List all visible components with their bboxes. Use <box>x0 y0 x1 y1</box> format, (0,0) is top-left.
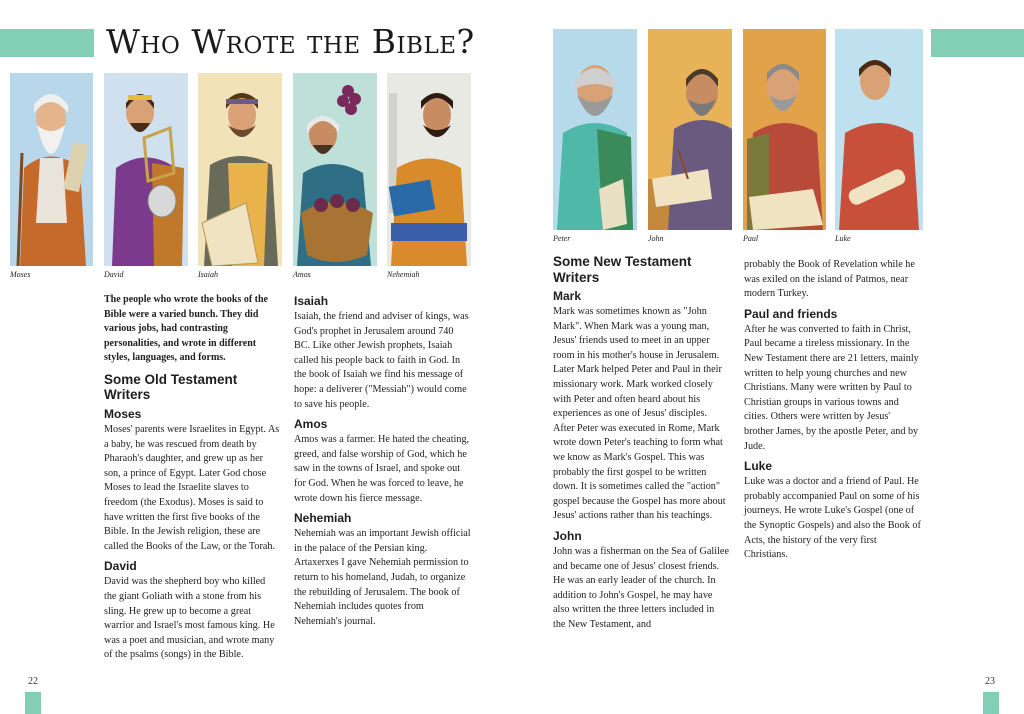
left-bottom-accent-band <box>25 692 41 714</box>
caption-david: David <box>104 270 124 279</box>
david-portrait <box>104 73 188 266</box>
intro-paragraph: The people who wrote the books of the Bible were a varied bunch. They did various jobs, had contrasting personalities, and wrote in different styles, languages, and forms. <box>104 294 268 364</box>
caption-john: John <box>648 234 664 243</box>
left-column-1 <box>104 293 280 663</box>
moses-heading: Moses <box>104 406 142 421</box>
nehemiah-text: Nehemiah was an important Jewish official in the palace of the Persian king. Artaxerxes I gave Nehemiah permission to return to his homeland, Judah, to organize the rebuilding of Jerusalem. The book of Nehemiah includes quotes from Nehemiah's journal. <box>294 528 471 627</box>
page-title: Who Wrote the Bible? <box>106 22 475 61</box>
right-column-2 <box>744 258 922 563</box>
moses-text: Moses' parents were Israelites in Egypt. As a baby, he was rescued from death by Pharaoh's daughter, and grew up as her son, a prince of Egypt. Later God chose Moses to lead the Israelite slaves to freedom (the Exodus). Moses is said to have written the first five books of the Bible. In the Jewish religion, these are called the Books of the Law, or the Torah. <box>104 423 280 552</box>
luke-portrait <box>835 29 923 230</box>
mark-text: Mark was sometimes known as "John Mark". When Mark was a young man, Jesus' friends used to meet in an upper room in his mother's house in Jerusalem. Later Mark helped Peter and Paul in their missionary work. Mark worked closely with Peter and often heard about his experiences as one of Jesus' disciples. After Peter was executed in Rome, Mark wrote down Peter's teaching to form what we know as Mark's Gospel. This was probably the first gospel to be written down. It is sometimes called the "action" gospel because the Gospel has more about Jesus' actions rather than his teachings. <box>553 306 726 522</box>
nehemiah-portrait <box>387 73 471 266</box>
amos-text: Amos was a farmer. He hated the cheating, greed, and false worship of God, which he saw in the towns of Israel, and spoke out for God. When he was forced to leave, he wrote down his fierce message. <box>294 434 470 504</box>
new-testament-heading: Some New Testament Writers <box>553 254 692 285</box>
left-top-accent-band <box>0 29 94 57</box>
page-number-left: 22 <box>28 676 38 687</box>
paul-heading: Paul and friends <box>744 306 838 321</box>
caption-isaiah: Isaiah <box>198 270 218 279</box>
david-text: David was the shepherd boy who killed the giant Goliath with a stone from his sling. He grew up to become a great warrior and Israel's most famous king. He was a poet and musician, and wrote many of the psalms (songs) in the Bible. <box>104 576 275 661</box>
john-continued-text: probably the Book of Revelation while he was exiled on the island of Patmos, near modern Turkey. <box>744 259 915 300</box>
john-heading: John <box>553 528 582 543</box>
caption-moses: Moses <box>10 270 31 279</box>
amos-heading: Amos <box>294 417 328 432</box>
left-column-2 <box>294 294 472 629</box>
caption-amos: Amos <box>293 270 311 279</box>
old-testament-heading: Some Old Testament Writers <box>104 371 238 403</box>
peter-portrait <box>553 29 637 230</box>
john-portrait <box>648 29 732 230</box>
right-column-1 <box>553 254 729 632</box>
david-heading: David <box>104 559 137 574</box>
john-text: John was a fisherman on the Sea of Galilee and became one of Jesus' closest friends. He was an early leader of the church. In addition to John's Gospel, he may have also written the three letters included in the New Testament, and <box>553 545 729 630</box>
isaiah-text: Isaiah, the friend and adviser of kings, was God's prophet in Jerusalem around 740 BC. Like other Jewish prophets, Isaiah called his people back to faith in God. In the book of Isaiah we find his message of hope: a deliverer ("Messiah") would come to save his people. <box>294 311 469 410</box>
moses-portrait <box>10 73 93 266</box>
paul-portrait <box>743 29 826 230</box>
luke-heading: Luke <box>744 459 773 474</box>
caption-paul: Paul <box>743 234 759 243</box>
right-bottom-accent-band <box>983 692 999 714</box>
luke-text: Luke was a doctor and a friend of Paul. He probably accompanied Paul on some of his journeys. He wrote Luke's Gospel (one of the Synoptic Gospels) and also the Book of Acts, the history of the very first Christians. <box>744 476 921 561</box>
caption-peter: Peter <box>553 234 571 243</box>
caption-luke: Luke <box>835 234 851 243</box>
caption-nehemiah: Nehemiah <box>387 270 420 279</box>
isaiah-heading: Isaiah <box>294 294 329 308</box>
page-number-right: 23 <box>985 676 995 687</box>
amos-portrait <box>293 73 377 266</box>
isaiah-portrait <box>198 73 282 266</box>
mark-heading: Mark <box>553 289 582 303</box>
paul-text: After he was converted to faith in Christ, Paul became a tireless missionary. In the New Testament there are 21 letters, mainly written to help young churches and new Christians. Many were written by Paul to Christian groups in various towns and cities. Others were written by Jesus' brother James, by the apostle Peter, and by Jude. <box>744 323 919 452</box>
right-top-accent-band <box>931 29 1024 57</box>
nehemiah-heading: Nehemiah <box>294 511 352 526</box>
